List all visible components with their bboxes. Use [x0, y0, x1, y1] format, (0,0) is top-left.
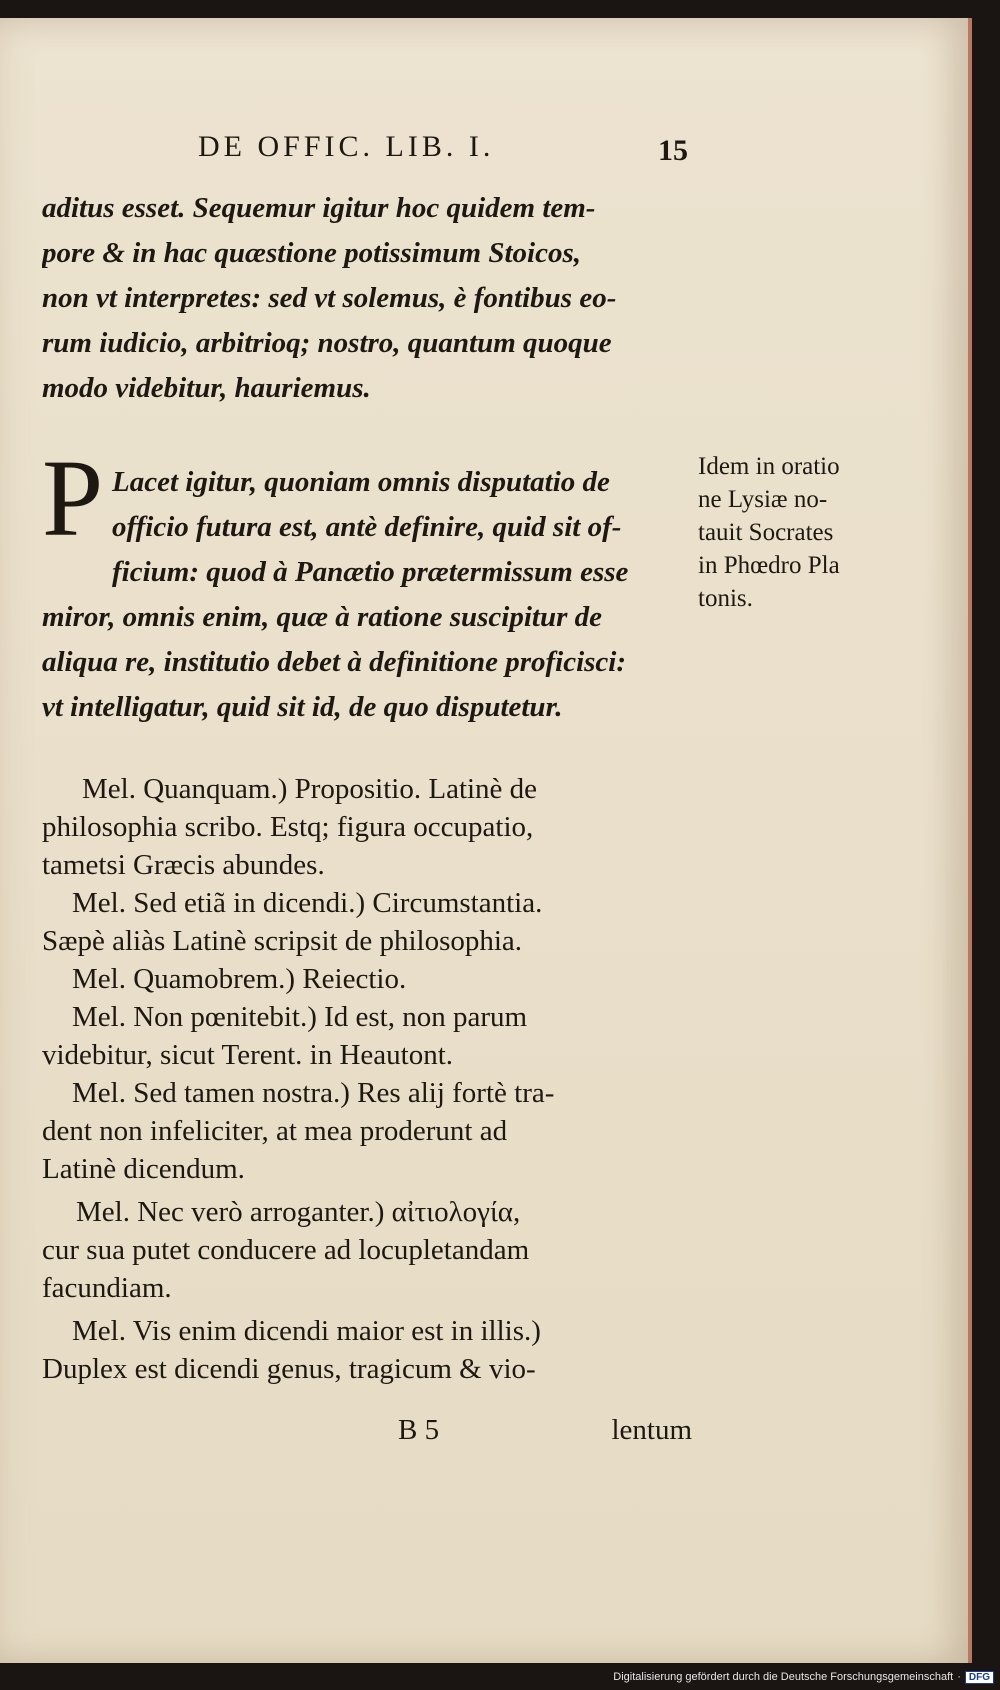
commentary-line: Mel. Quanquam.) Propositio. Latinè de [82, 773, 538, 805]
note-line: in Phœdro Pla [698, 552, 840, 579]
text-line: modo videbitur, hauriemus. [42, 372, 371, 404]
commentary-line: Sæpè aliàs Latinè scripsit de philosophia. [42, 925, 523, 957]
folio-number: 15 [658, 134, 688, 167]
paragraph-2 [42, 460, 702, 730]
catchword: lentum [611, 1414, 692, 1446]
paragraph-1 [42, 186, 702, 411]
text-line: rum iudicio, arbitrioq; nostro, quantum quoque [42, 327, 612, 359]
commentary-line: Mel. Vis enim dicendi maior est in illis.) [72, 1315, 541, 1347]
text-line: ficium: quod à Panætio prætermissum esse [112, 556, 629, 588]
text-line: aditus esset. Sequemur igitur hoc quidem tem- [42, 192, 596, 224]
text-line: vt intelligatur, quid sit id, de quo disputetur. [42, 691, 563, 723]
commentary-line: cur sua putet conducere ad locupletandam [42, 1234, 530, 1266]
commentary-line: Mel. Sed etiã in dicendi.) Circumstantia. [72, 887, 543, 919]
text-line: non vt interpretes: sed vt solemus, è fontibus eo- [42, 282, 617, 314]
book-page [0, 18, 972, 1663]
note-line: tonis. [698, 585, 753, 612]
commentary-line: Mel. Nec verò arroganter.) αἰτιολογία, [76, 1196, 521, 1228]
text-line: miror, omnis enim, quæ à ratione suscipitur de [42, 601, 602, 633]
text-line: pore & in hac quæstione potissimum Stoicos, [42, 237, 582, 269]
commentary-line: Mel. Quamobrem.) Reiectio. [72, 963, 407, 995]
commentary-line: Mel. Non pœnitebit.) Id est, non parum [72, 1001, 528, 1033]
note-line: ne Lysiæ no- [698, 486, 828, 513]
commentary-line: videbitur, sicut Terent. in Heautont. [42, 1039, 454, 1071]
signature-mark: B 5 [398, 1414, 440, 1446]
text-line: Lacet igitur, quoniam omnis disputatio de [112, 466, 610, 498]
commentary-line: philosophia scribo. Estq; figura occupatio, [42, 811, 534, 843]
running-head: DE OFFIC. LIB. I. [198, 130, 495, 163]
commentary-line: facundiam. [42, 1272, 172, 1304]
credit-text: Digitalisierung gefördert durch die Deutsche Forschungsgemeinschaft [613, 1671, 954, 1683]
drop-capital: P [42, 437, 104, 559]
commentary-line: dent non infeliciter, at mea proderunt ad [42, 1115, 508, 1147]
commentary [42, 770, 702, 1388]
digitization-credit: Digitalisierung gefördert durch die Deutsche Forschungsgemeinschaft · DFG [613, 1668, 994, 1686]
commentary-line: Latinè dicendum. [42, 1153, 245, 1185]
marginal-note [698, 450, 898, 615]
commentary-line: Mel. Sed tamen nostra.) Res alij fortè tra- [72, 1077, 555, 1109]
commentary-line: Duplex est dicendi genus, tragicum & vio- [42, 1353, 536, 1385]
text-line: officio futura est, antè definire, quid sit of- [112, 511, 622, 543]
commentary-line: tametsi Græcis abundes. [42, 849, 325, 881]
note-line: Idem in oratio [698, 453, 840, 480]
dfg-logo: DFG [965, 1671, 994, 1684]
note-line: tauit Socrates [698, 519, 834, 546]
page-foot [42, 1414, 702, 1454]
text-line: aliqua re, institutio debet à definitione proficisci: [42, 646, 627, 678]
